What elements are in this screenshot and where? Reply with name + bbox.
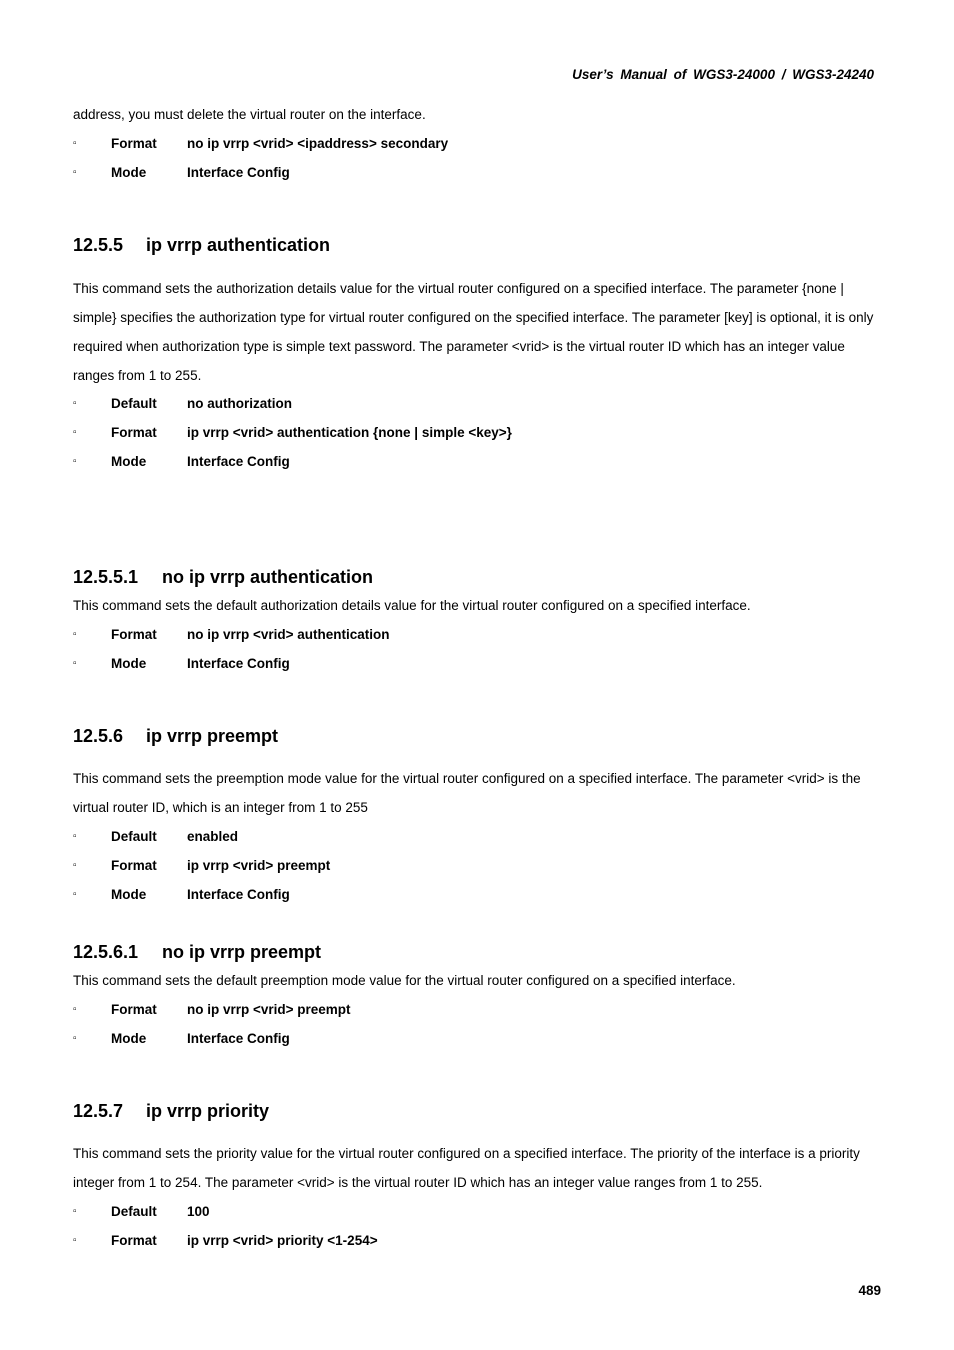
page-header: User’s Manual of WGS3-24000 / WGS3-24240 <box>572 67 874 82</box>
row-value: ip vrrp <vrid> authentication {none | simple <key>} <box>187 425 512 440</box>
row-value: Interface Config <box>187 454 290 469</box>
section-title: ip vrrp preempt <box>146 726 279 746</box>
section-heading-12-5-5-1 <box>73 566 373 588</box>
bullet-icon: ▫ <box>73 398 77 409</box>
section-title: ip vrrp priority <box>146 1101 270 1121</box>
row-key: Mode <box>111 165 147 180</box>
row-key: Default <box>111 396 157 411</box>
row-value: Interface Config <box>187 656 290 671</box>
row-value: no authorization <box>187 396 292 411</box>
section-number: 12.5.7 <box>73 1101 124 1121</box>
row-value: no ip vrrp <vrid> authentication <box>187 627 390 642</box>
row-key: Mode <box>111 656 147 671</box>
bullet-icon: ▫ <box>73 889 77 900</box>
bullet-icon: ▫ <box>73 167 77 178</box>
section-body: This command sets the authorization details value for the virtual router configured on a specified interface. The parameter {none | simple} specifies the authorization type for virtual router configured on the specified interface. The parameter [key] is optional, it is only required when authorization type is simple text password. The parameter <vrid> is the virtual router ID which has an integer value ranges from 1 to 255. <box>73 281 874 383</box>
row-key: Format <box>111 136 157 151</box>
section-number: 12.5.6.1 <box>73 942 139 962</box>
row-value: 100 <box>187 1204 210 1219</box>
bullet-icon: ▫ <box>73 138 77 149</box>
section-body: This command sets the priority value for the virtual router configured on a specified interface. The priority of the interface is a priority integer from 1 to 254. The parameter <vrid> is the virtual router ID which has an integer value ranges from 1 to 255. <box>73 1146 860 1190</box>
row-value: ip vrrp <vrid> priority <1-254> <box>187 1233 378 1248</box>
page-number: 489 <box>858 1283 881 1298</box>
row-key: Format <box>111 1002 157 1017</box>
intro-paragraph: address, you must delete the virtual router on the interface. <box>73 107 426 122</box>
bullet-icon: ▫ <box>73 1235 77 1246</box>
row-value: Interface Config <box>187 165 290 180</box>
section-title: no ip vrrp preempt <box>162 942 322 962</box>
bullet-icon: ▫ <box>73 1206 77 1217</box>
section-number: 12.5.6 <box>73 726 124 746</box>
section-number: 12.5.5 <box>73 235 124 255</box>
bullet-icon: ▫ <box>73 1033 77 1044</box>
bullet-icon: ▫ <box>73 831 77 842</box>
row-value: ip vrrp <vrid> preempt <box>187 858 331 873</box>
section-number: 12.5.5.1 <box>73 567 139 587</box>
row-value: Interface Config <box>187 887 290 902</box>
bullet-icon: ▫ <box>73 427 77 438</box>
row-key: Format <box>111 627 157 642</box>
row-key: Mode <box>111 887 147 902</box>
row-value: enabled <box>187 829 239 844</box>
bullet-icon: ▫ <box>73 658 77 669</box>
row-key: Mode <box>111 1031 147 1046</box>
section-heading-12-5-7 <box>73 1100 269 1122</box>
row-value: no ip vrrp <vrid> preempt <box>187 1002 351 1017</box>
section-body: This command sets the default authorization details value for the virtual router configured on a specified interface. <box>73 598 751 613</box>
section-heading-12-5-6 <box>73 725 278 747</box>
bullet-icon: ▫ <box>73 860 77 871</box>
row-value: no ip vrrp <vrid> <ipaddress> secondary <box>187 136 449 151</box>
section-heading-12-5-5 <box>73 234 330 256</box>
row-key: Default <box>111 829 157 844</box>
row-key: Format <box>111 858 157 873</box>
bullet-icon: ▫ <box>73 629 77 640</box>
section-title: no ip vrrp authentication <box>162 567 374 587</box>
row-key: Mode <box>111 454 147 469</box>
row-key: Format <box>111 1233 157 1248</box>
section-body: This command sets the default preemption mode value for the virtual router configured on a specified interface. <box>73 973 736 988</box>
section-title: ip vrrp authentication <box>146 235 331 255</box>
row-key: Default <box>111 1204 157 1219</box>
row-value: Interface Config <box>187 1031 290 1046</box>
section-heading-12-5-6-1 <box>73 941 321 963</box>
bullet-icon: ▫ <box>73 456 77 467</box>
bullet-icon: ▫ <box>73 1004 77 1015</box>
row-key: Format <box>111 425 157 440</box>
section-body: This command sets the preemption mode value for the virtual router configured on a specified interface. The parameter <vrid> is the virtual router ID, which is an integer from 1 to 255 <box>73 771 861 815</box>
